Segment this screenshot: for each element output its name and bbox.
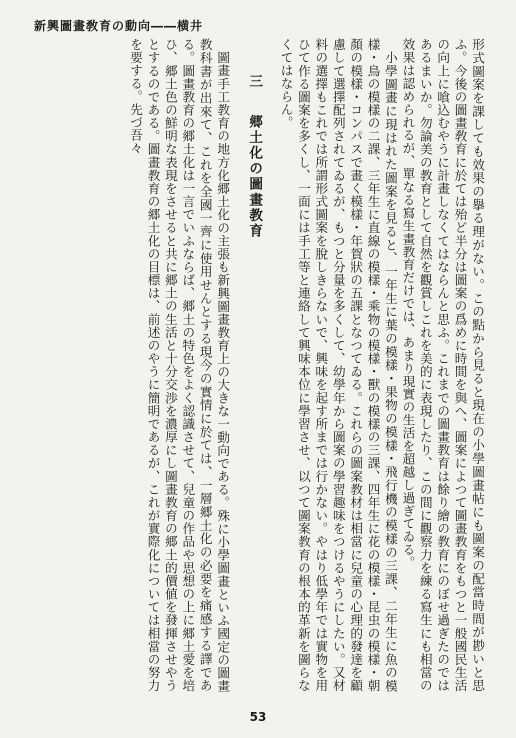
vertical-body-text (34, 38, 486, 692)
section-title: 郷土化の圖畫教育 (246, 114, 263, 240)
page-number: 53 (249, 710, 267, 724)
paragraph: 形式圖案を課しても效果の擧る理がない。この點から見ると現在の小學圖畫帖にも圖案の配當時間が尠いと思ふ。今後の圖畫敎育に於ては殆ど半分は圖案の爲めに時間を與へ、圖案によつて圖畫教育をもつと一般國民生活の向上に喰込むやうに計畫しなくてはならんと思ふ。これまでの圖畫教育は餘り繪の教育にのぼせ過ぎたのではあるまいか。勿論美の教育として自然を觀賞しこれを美的に表現したり、この間に觀察力を練る寫生にも相當の效果は認められるが、單なる寫生畫教育だけでは、あまり現實の生活を超越し過ぎてゐる。 (400, 38, 485, 692)
running-header (34, 16, 484, 34)
paragraph: 圖畫手工教育の地方化郷土化の主張も新興圖畫教育上の大きな一動向である。殊に小學圖畫といふ國定の圖畫教科書が出來て、これを全國一齊に使用せんとする現今の實情に於ては、一層郷土化の必要を痛感する譯である。圖畫教育の郷土化は一言でいふならば、郷土の特色をよく認識させて、兒童の作品や思想の上に郷土愛を培ひ、郷土色の鮮明な表現をさせると共に郷土の生活と十分交渉を濃厚にし圖畫教育の郷土的價値を發揮させやうとするのである。圖畫教育の郷土化の目標は、前述のやうに簡明であるが、これが實際化については相當の努力を要する。先づ吾々 (128, 38, 231, 692)
section-heading (241, 38, 267, 692)
paragraph: 小學圖畫に現はれた圖案を見ると、一年生に葉の模樣・果物の模樣・飛行機の模樣の三課、二年生に魚の模樣・鳥の模樣の二課、三年生に直線の模樣・乘物の模樣・獸の模樣の三課、四年生に花の模樣・昆虫の模樣・朝顏の模樣・コンパスで畫く模樣・年賀狀の五課となつてゐる。これらの圖案教材は相當に兒童の心理的發達を顧慮して選擇配列されてゐるが、もつと分量を多くして、幼學年から圖案の學習趣味をつけるやうにしたい。又材料の選擇もこれでは所謂形式圖案を脫しきらないで、興味を起す所までは行かない。やはり低學年では實物を用ひて作る圖案を多くし、一面には手工等と連絡して興味本位に學習させ、以つて圖案教育の根本的革新を圖らなくてはならん。 (278, 38, 398, 692)
section-number: 三 (246, 74, 263, 90)
running-header-title: 新興圖畫敎育の動向――横井 (34, 18, 204, 33)
